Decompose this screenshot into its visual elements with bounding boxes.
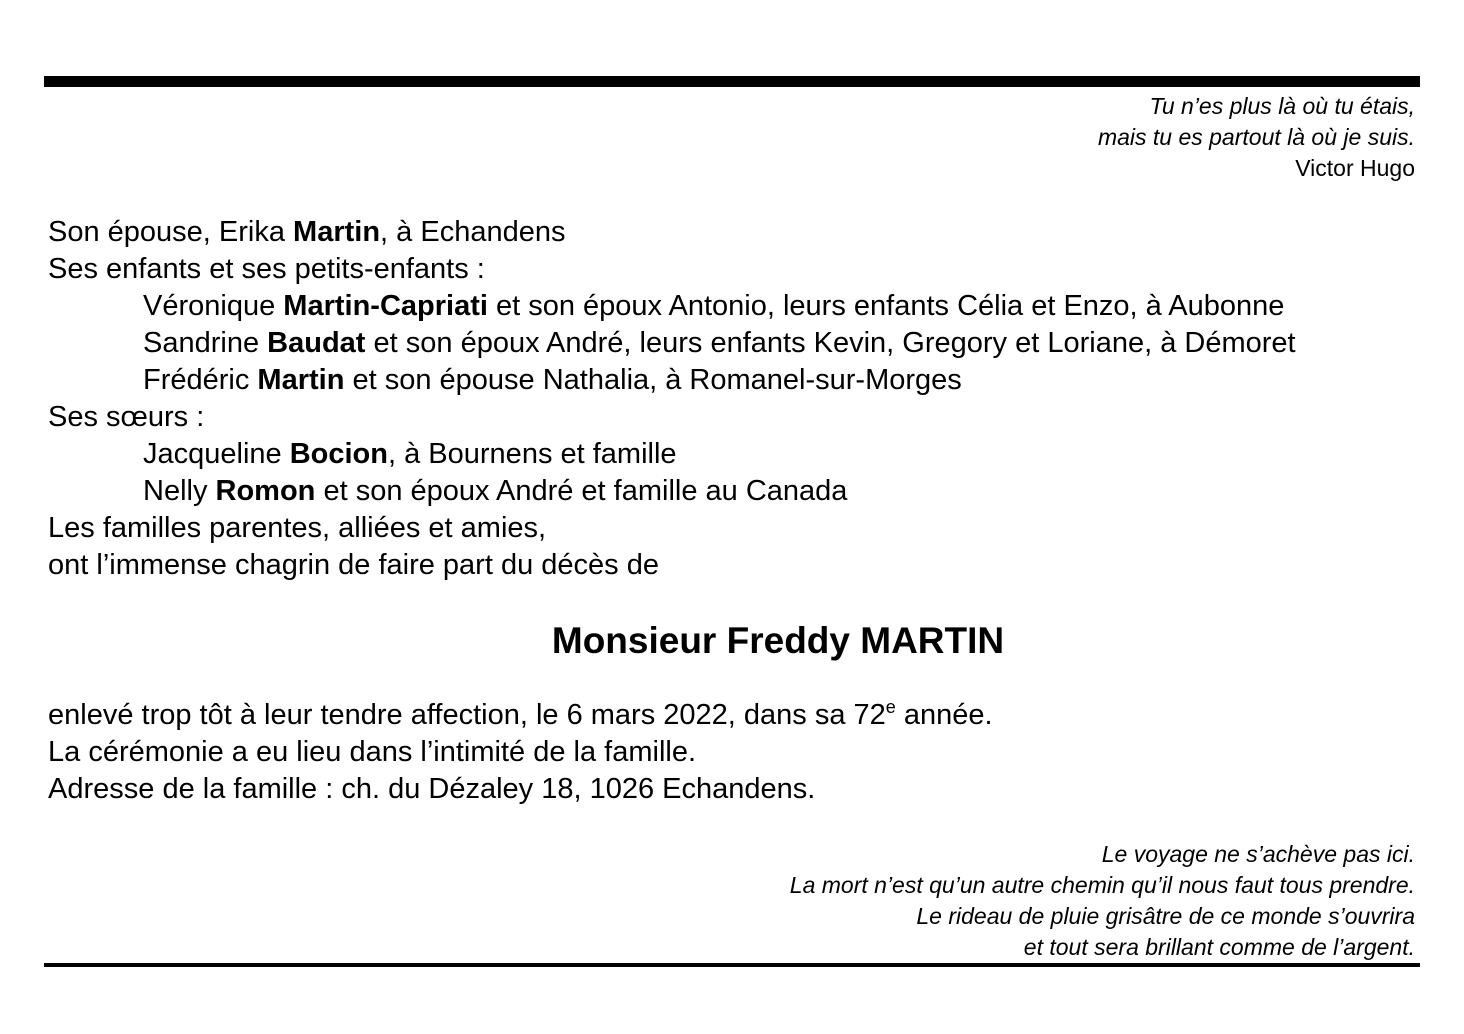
deceased-name: Monsieur Freddy MARTIN xyxy=(551,620,1005,661)
epigraph-bottom xyxy=(790,839,1415,963)
child-name: Martin xyxy=(257,364,345,396)
families-line: Les familles parentes, alliées et amies, xyxy=(48,512,547,544)
epigraph-top-line: mais tu es partout là où je suis. xyxy=(1097,124,1415,150)
child-prefix: Sandrine xyxy=(143,327,268,359)
children-heading: Ses enfants et ses petits-enfants : xyxy=(48,253,485,285)
epigraph-bottom-line: Le voyage ne s’achève pas ici. xyxy=(1101,841,1415,867)
child-suffix: et son épouse Nathalia, à Romanel-sur-Morges xyxy=(344,364,962,396)
sister-name: Romon xyxy=(215,475,316,507)
death-line xyxy=(48,697,993,734)
spouse-suffix: , à Echandens xyxy=(380,216,566,248)
epigraph-top-line: Tu n’es plus là où tu étais, xyxy=(1149,93,1415,119)
spouse-prefix: Son épouse, Erika xyxy=(48,216,294,248)
child-name: Baudat xyxy=(267,327,366,359)
child-prefix: Frédéric xyxy=(143,364,258,396)
sisters-heading: Ses sœurs : xyxy=(48,401,205,433)
family-list xyxy=(48,214,1296,584)
child-prefix: Véronique xyxy=(143,290,284,322)
spouse-line xyxy=(48,214,1296,251)
death-text-end: année. xyxy=(895,699,993,731)
child-line xyxy=(48,325,1296,362)
child-line xyxy=(48,288,1296,325)
bottom-rule xyxy=(44,963,1420,967)
ordinal-suffix: e xyxy=(885,697,896,717)
epigraph-author: Victor Hugo xyxy=(1295,155,1415,181)
sorrow-line: ont l’immense chagrin de faire part du décès de xyxy=(48,549,659,581)
sister-line xyxy=(48,473,1296,510)
child-line xyxy=(48,362,1296,399)
death-text: enlevé trop tôt à leur tendre affection, le 6 mars 2022, dans sa 72 xyxy=(48,699,886,731)
sister-suffix: et son époux André et famille au Canada xyxy=(315,475,848,507)
epigraph-top xyxy=(1098,91,1415,184)
sister-prefix: Jacqueline xyxy=(143,438,290,470)
top-rule xyxy=(44,76,1420,87)
child-suffix: et son époux Antonio, leurs enfants Célia et Enzo, à Aubonne xyxy=(487,290,1285,322)
epigraph-bottom-line: et tout sera brillant comme de l’argent. xyxy=(1023,934,1415,960)
details xyxy=(48,697,993,808)
child-name: Martin-Capriati xyxy=(283,290,488,322)
ceremony-line: La cérémonie a eu lieu dans l’intimité de la famille. xyxy=(48,736,697,768)
epigraph-bottom-line: La mort n’est qu’un autre chemin qu’il nous faut tous prendre. xyxy=(789,872,1415,898)
sister-suffix: , à Bournens et famille xyxy=(388,438,677,470)
spouse-name: Martin xyxy=(293,216,381,248)
epigraph-bottom-line: Le rideau de pluie grisâtre de ce monde s’ouvrira xyxy=(916,903,1415,929)
sister-prefix: Nelly xyxy=(143,475,216,507)
sister-line xyxy=(48,436,1296,473)
sister-name: Bocion xyxy=(289,438,388,470)
address-line: Adresse de la famille : ch. du Dézaley 18, 1026 Echandens. xyxy=(48,773,816,805)
child-suffix: et son époux André, leurs enfants Kevin, Gregory et Loriane, à Démoret xyxy=(365,327,1296,359)
